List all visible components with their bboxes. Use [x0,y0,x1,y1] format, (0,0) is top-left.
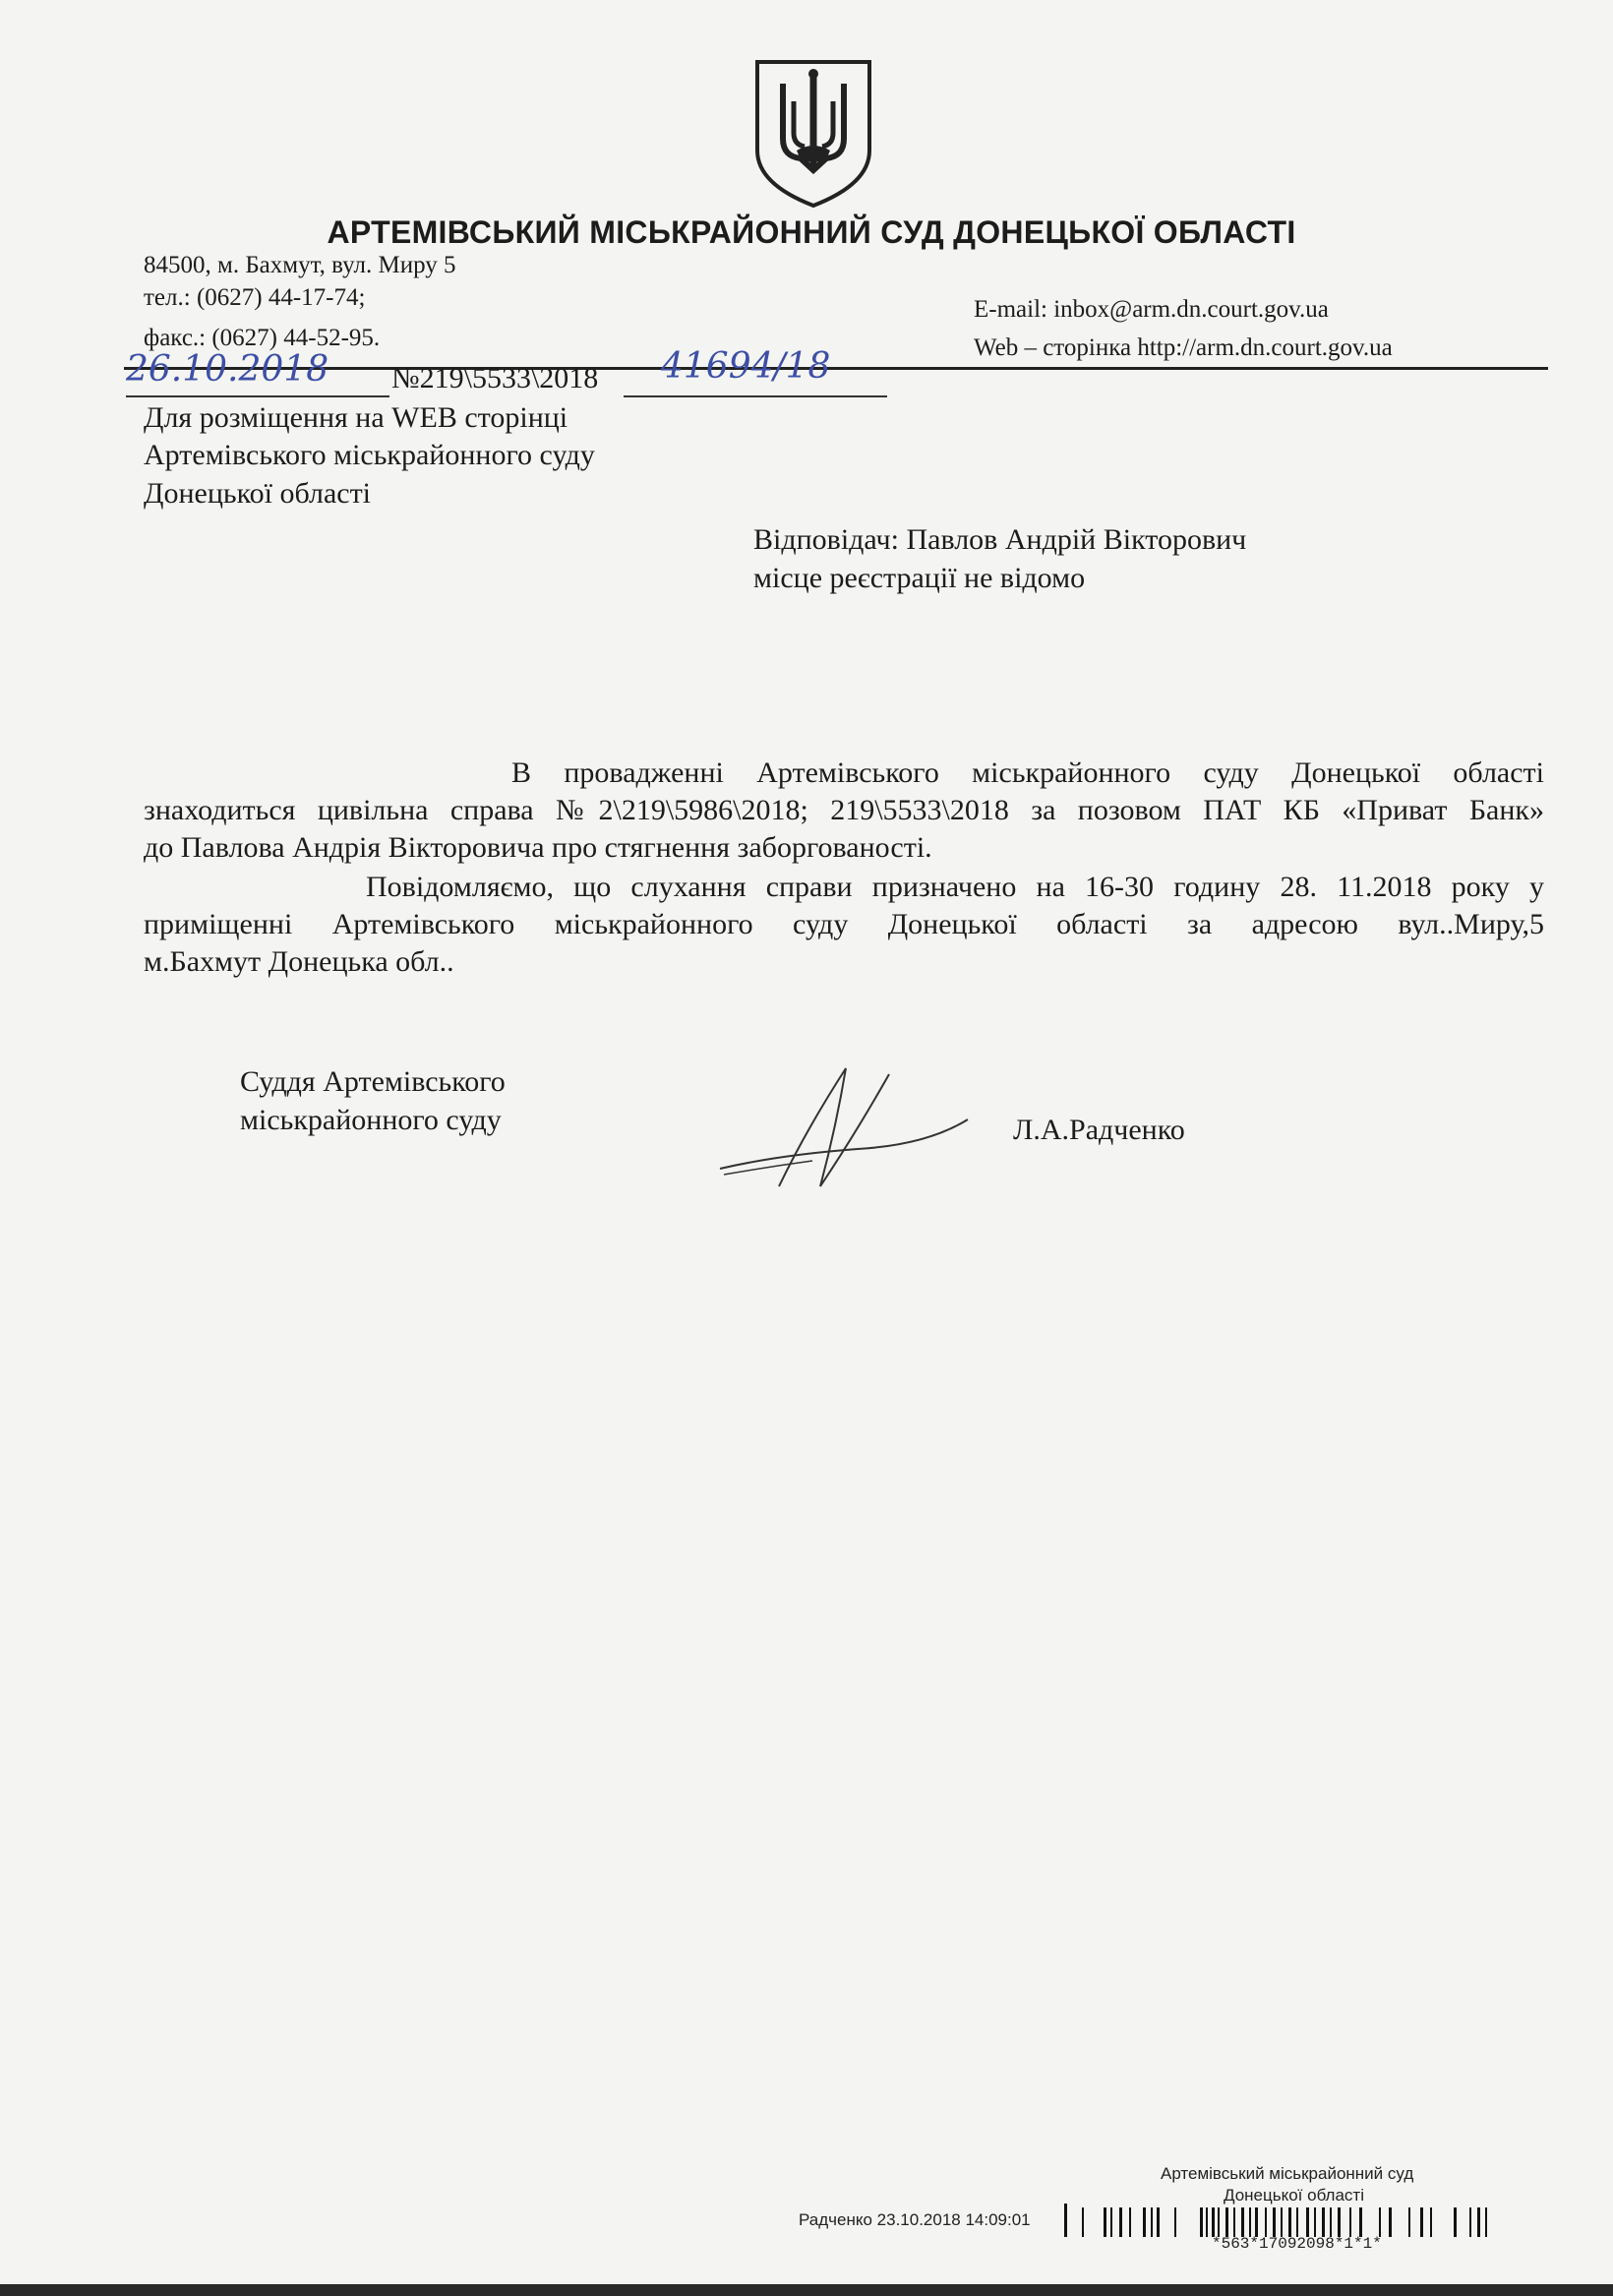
hearing-paragraph-line: приміщенні Артемівського міськрайонного суду Донецької області за адресою вул..Миру,5 [144,908,1544,940]
handwritten-date: 26.10.2018 [126,349,329,390]
court-address: 84500, м. Бахмут, вул. Миру 5 [144,252,456,278]
case-paragraph-line: до Павлова Андрія Вікторовича про стягнення заборгованості. [144,831,932,864]
judge-title-line-1: Суддя Артемівського [240,1065,506,1098]
stamp-court-line-1: Артемівський міськрайонний суд [1161,2164,1414,2183]
court-website: Web – сторінка http://arm.dn.court.gov.ua [974,334,1393,361]
header-divider [124,367,1548,370]
date-underline [126,395,389,397]
hearing-paragraph-line: м.Бахмут Донецька обл.. [144,945,454,978]
coat-of-arms-icon [749,54,877,210]
court-fax: факс.: (0627) 44-52-95. [144,325,381,351]
outgoing-number: №219\5533\2018 [391,362,599,394]
court-phone: тел.: (0627) 44-17-74; [144,284,366,311]
judge-title-line-2: міськрайонного суду [240,1104,502,1136]
court-name: АРТЕМІВСЬКИЙ МІСЬКРАЙОННИЙ СУД ДОНЕЦЬКОЇ ОБЛАСТІ [327,214,1296,250]
handwritten-signature [710,1058,976,1196]
barcode-number: *563*17092098*1*1* [1212,2235,1382,2253]
addressee-line-3: Донецької області [144,477,372,510]
judge-name: Л.А.Радченко [1013,1114,1185,1146]
hearing-paragraph-line: Повідомляємо, що слухання справи призначено на 16-30 годину 28. 11.2018 року у [366,871,1544,903]
hearing-paragraph [144,869,1544,981]
stamp-court-line-2: Донецької області [1224,2186,1364,2205]
case-paragraph-line: В провадженні Артемівського міськрайонного суду Донецької області [511,756,1544,789]
case-paragraph-line: знаходиться цивільна справа №2\219\5986\2018; 219\5533\2018 за позовом ПАТ КБ «Приват Банк» [144,794,1544,826]
scan-bottom-edge [0,2284,1613,2296]
case-paragraph [144,755,1544,867]
stamp-signed-by: Радченко 23.10.2018 14:09:01 [799,2210,1031,2229]
addressee-line-2: Артемівського міськрайонного суду [144,439,595,471]
handwritten-reference: 41694/18 [661,346,831,387]
addressee-line-1: Для розміщення на WEB сторінці [144,401,568,434]
reference-underline [624,395,887,397]
respondent-line-1: Відповідач: Павлов Андрій Вікторович [753,523,1247,556]
respondent-line-2: місце реєстрації не відомо [753,562,1086,594]
court-email: E-mail: inbox@arm.dn.court.gov.ua [974,296,1329,323]
